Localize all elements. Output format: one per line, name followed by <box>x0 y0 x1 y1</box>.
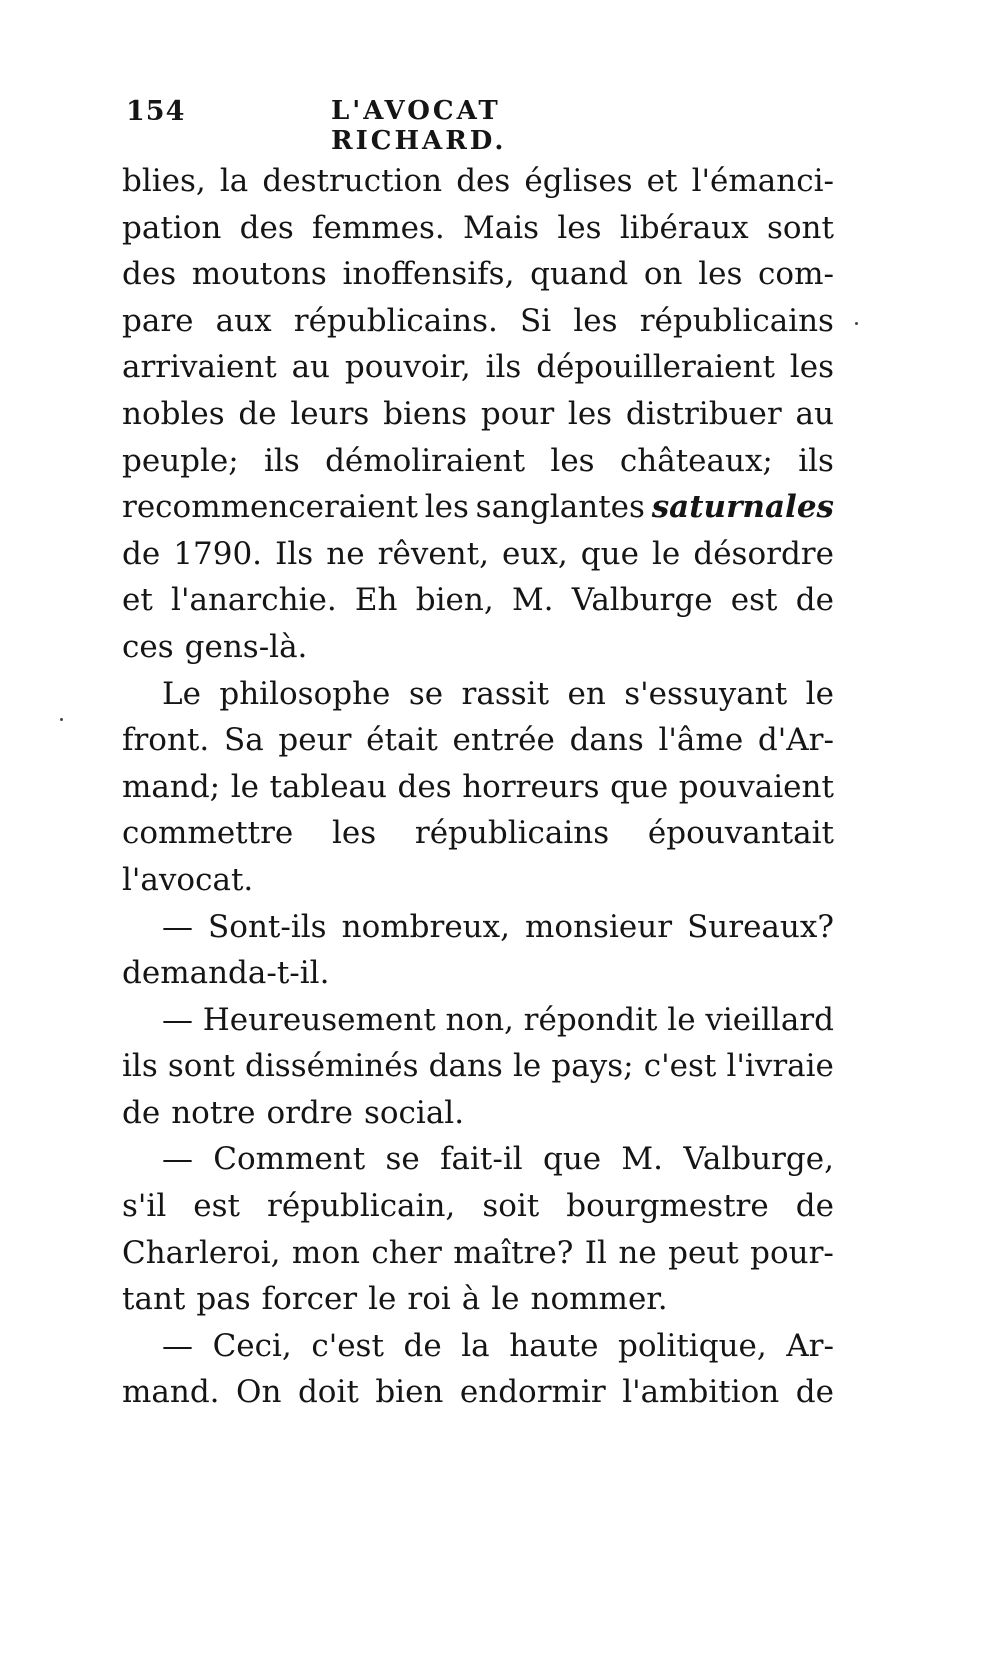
word: Sa <box>223 722 264 759</box>
word: répondit <box>523 1001 658 1038</box>
word: la <box>219 163 249 199</box>
print-speck <box>855 322 858 325</box>
word: moutons <box>191 256 327 293</box>
word: Charleroi, <box>122 1234 281 1271</box>
word: aux <box>215 302 272 339</box>
word: le <box>512 1048 542 1085</box>
word: commettre <box>122 815 294 852</box>
word: que <box>610 768 669 805</box>
print-speck <box>60 718 63 721</box>
word: com- <box>758 256 834 293</box>
word: — <box>162 1141 193 1178</box>
word: des <box>456 163 511 199</box>
word: monsieur <box>525 908 673 945</box>
word: haute <box>509 1327 599 1364</box>
word: nombreux, <box>341 908 510 945</box>
word: au <box>291 349 331 386</box>
word: mon <box>291 1234 360 1271</box>
word: distribuer <box>625 395 782 432</box>
text-line <box>122 251 834 298</box>
word: libéraux <box>619 209 749 246</box>
word: de <box>403 1327 442 1364</box>
word: sont <box>167 1048 235 1085</box>
word: ne <box>618 1234 657 1271</box>
text-line <box>122 857 834 904</box>
word: se <box>408 675 444 712</box>
text-line <box>122 764 834 811</box>
word: l'âme <box>658 722 744 759</box>
text-line <box>122 158 834 205</box>
word: pouvoir, <box>344 349 471 386</box>
word: horreurs <box>462 768 600 805</box>
text-line <box>122 1090 834 1137</box>
word: roi <box>407 1281 451 1318</box>
word: rêvent, <box>377 535 489 572</box>
word: arrivaient <box>122 349 277 386</box>
word: demanda-t-il. <box>122 955 330 992</box>
word: les <box>557 209 602 246</box>
word: forcer <box>261 1281 358 1318</box>
word: philosophe <box>219 675 391 712</box>
word: châteaux; <box>619 442 773 479</box>
word: ils <box>122 1048 158 1085</box>
word: endormir <box>459 1374 606 1411</box>
word: leurs <box>290 395 370 432</box>
word: gens-là. <box>184 628 308 665</box>
word: Valburge, <box>683 1141 834 1178</box>
word: notre <box>171 1094 256 1131</box>
text-line <box>122 904 834 951</box>
word: Mais <box>463 209 540 246</box>
word: ne <box>326 535 365 572</box>
word: quand <box>530 256 629 293</box>
text-line <box>122 1276 834 1323</box>
word: ils <box>264 442 300 479</box>
word: c'est <box>311 1327 384 1364</box>
word: les <box>424 489 469 526</box>
word: ils <box>798 442 834 479</box>
word: de <box>238 395 277 432</box>
word: bourgmestre <box>566 1188 769 1225</box>
word: entrée <box>452 722 555 759</box>
word: pation <box>122 209 222 246</box>
word: Ar- <box>786 1327 834 1364</box>
word: pas <box>196 1281 251 1318</box>
word: Sureaux? <box>687 908 834 945</box>
word: — <box>162 908 193 945</box>
word: le <box>805 675 834 712</box>
word: en <box>567 675 606 712</box>
word: biens <box>383 395 468 432</box>
word: de <box>795 1188 834 1225</box>
word: M. <box>621 1141 664 1178</box>
word: pour- <box>750 1234 834 1271</box>
body-text <box>122 158 834 1416</box>
word: que <box>542 1141 602 1178</box>
word: l'anarchie. <box>171 582 337 619</box>
word: maître? <box>453 1234 574 1271</box>
text-line <box>122 438 834 485</box>
word: nobles <box>122 395 225 432</box>
text-line <box>122 1136 834 1183</box>
word: Sont-ils <box>208 908 327 945</box>
text-line <box>122 344 834 391</box>
word: est <box>193 1188 241 1225</box>
word: doit <box>297 1374 359 1411</box>
word: de <box>795 1374 834 1411</box>
word: cher <box>371 1234 442 1271</box>
word: l'ambition <box>622 1374 780 1411</box>
word: recommenceraient <box>122 489 418 526</box>
word: saturnales <box>651 489 834 526</box>
word: des <box>239 209 294 246</box>
text-line <box>122 577 834 624</box>
word: Si <box>520 302 552 339</box>
word: femmes. <box>312 209 445 246</box>
word: soit <box>482 1188 540 1225</box>
word: ils <box>485 349 522 386</box>
text-line <box>122 1323 834 1370</box>
text-line <box>122 810 834 857</box>
word: les <box>698 256 743 293</box>
word: dans <box>428 1048 503 1085</box>
word: mand. <box>122 1374 220 1411</box>
word: Comment <box>213 1141 366 1178</box>
text-line <box>122 1183 834 1230</box>
word: ordre <box>266 1094 353 1131</box>
word: bien <box>375 1374 444 1411</box>
word: rassit <box>461 675 550 712</box>
text-line <box>122 624 834 671</box>
word: le <box>491 1281 520 1318</box>
word: dans <box>569 722 644 759</box>
word: pour <box>480 395 555 432</box>
word: tableau <box>269 768 387 805</box>
page-number: 154 <box>126 96 186 127</box>
word: les <box>331 815 377 852</box>
word: les <box>567 395 613 432</box>
word: nommer. <box>530 1281 668 1318</box>
text-line <box>122 391 834 438</box>
word: au <box>795 395 834 432</box>
word: s'il <box>122 1188 167 1225</box>
word: disséminés <box>245 1048 419 1085</box>
word: vieillard <box>705 1001 834 1038</box>
word: tant <box>122 1281 186 1318</box>
text-line <box>122 671 834 718</box>
word: épouvantait <box>647 815 834 852</box>
word: sont <box>766 209 834 246</box>
word: mand; <box>122 768 221 805</box>
word: les <box>550 442 595 479</box>
word: M. <box>511 582 554 619</box>
word: le <box>368 1281 397 1318</box>
text-line <box>122 997 834 1044</box>
word: inoffensifs, <box>342 256 515 293</box>
word: de <box>122 1094 161 1131</box>
word: s'essuyant <box>624 675 788 712</box>
word: la <box>461 1327 490 1364</box>
word: se <box>385 1141 420 1178</box>
text-line <box>122 717 834 764</box>
word: républicains. <box>293 302 498 339</box>
word: pouvaient <box>678 768 834 805</box>
word: les <box>573 302 618 339</box>
word: Ceci, <box>212 1327 292 1364</box>
text-line <box>122 1043 834 1090</box>
text-line <box>122 1230 834 1277</box>
running-title: L'AVOCAT RICHARD. <box>331 96 507 156</box>
word: désordre <box>693 535 834 572</box>
text-line <box>122 205 834 252</box>
word: peuple; <box>122 442 239 479</box>
page-header <box>126 96 656 156</box>
word: le <box>667 1001 696 1038</box>
word: et <box>646 163 678 199</box>
word: eux, <box>502 535 568 572</box>
word: à <box>461 1281 481 1318</box>
word: peur <box>278 722 352 759</box>
word: églises <box>524 163 633 199</box>
word: politique, <box>618 1327 767 1364</box>
word: pays; <box>551 1048 634 1085</box>
word: on <box>643 256 683 293</box>
word: des <box>122 256 177 293</box>
text-line <box>122 531 834 578</box>
word: était <box>366 722 438 759</box>
word: que <box>580 535 639 572</box>
word: républicains <box>414 815 610 852</box>
word: bien, <box>415 582 494 619</box>
word: destruction <box>262 163 443 199</box>
word: — <box>162 1001 193 1038</box>
word: ces <box>122 628 174 665</box>
word: fait-il <box>440 1141 523 1178</box>
word: républicains <box>639 302 834 339</box>
word: On <box>236 1374 282 1411</box>
text-line <box>122 484 834 531</box>
word: les <box>789 349 834 386</box>
word: Il <box>584 1234 607 1271</box>
word: de <box>122 535 161 572</box>
text-line <box>122 298 834 345</box>
word: l'ivraie <box>726 1048 834 1085</box>
word: des <box>397 768 452 805</box>
word: c'est <box>643 1048 717 1085</box>
word: d'Ar- <box>757 722 834 759</box>
word: le <box>230 768 259 805</box>
word: blies, <box>122 163 206 199</box>
word: et <box>122 582 153 619</box>
word: le <box>652 535 681 572</box>
word: peut <box>668 1234 739 1271</box>
word: 1790. <box>173 535 263 572</box>
word: démoliraient <box>325 442 526 479</box>
word: social. <box>363 1094 465 1131</box>
word: républicain, <box>267 1188 456 1225</box>
word: est <box>730 582 778 619</box>
word: Heureusement <box>202 1001 436 1038</box>
word: sanglantes <box>475 489 645 526</box>
word: — <box>162 1327 193 1364</box>
word: dépouilleraient <box>536 349 775 386</box>
text-line <box>122 950 834 997</box>
word: l'émanci- <box>691 163 834 199</box>
word: Ils <box>275 535 314 572</box>
word: Le <box>162 675 201 712</box>
word: l'avocat. <box>122 861 254 898</box>
word: de <box>795 582 834 619</box>
word: Eh <box>354 582 398 619</box>
word: Valburge <box>571 582 713 619</box>
word: front. <box>122 722 210 759</box>
word: pare <box>122 302 194 339</box>
text-line <box>122 1369 834 1416</box>
word: non, <box>445 1001 514 1038</box>
